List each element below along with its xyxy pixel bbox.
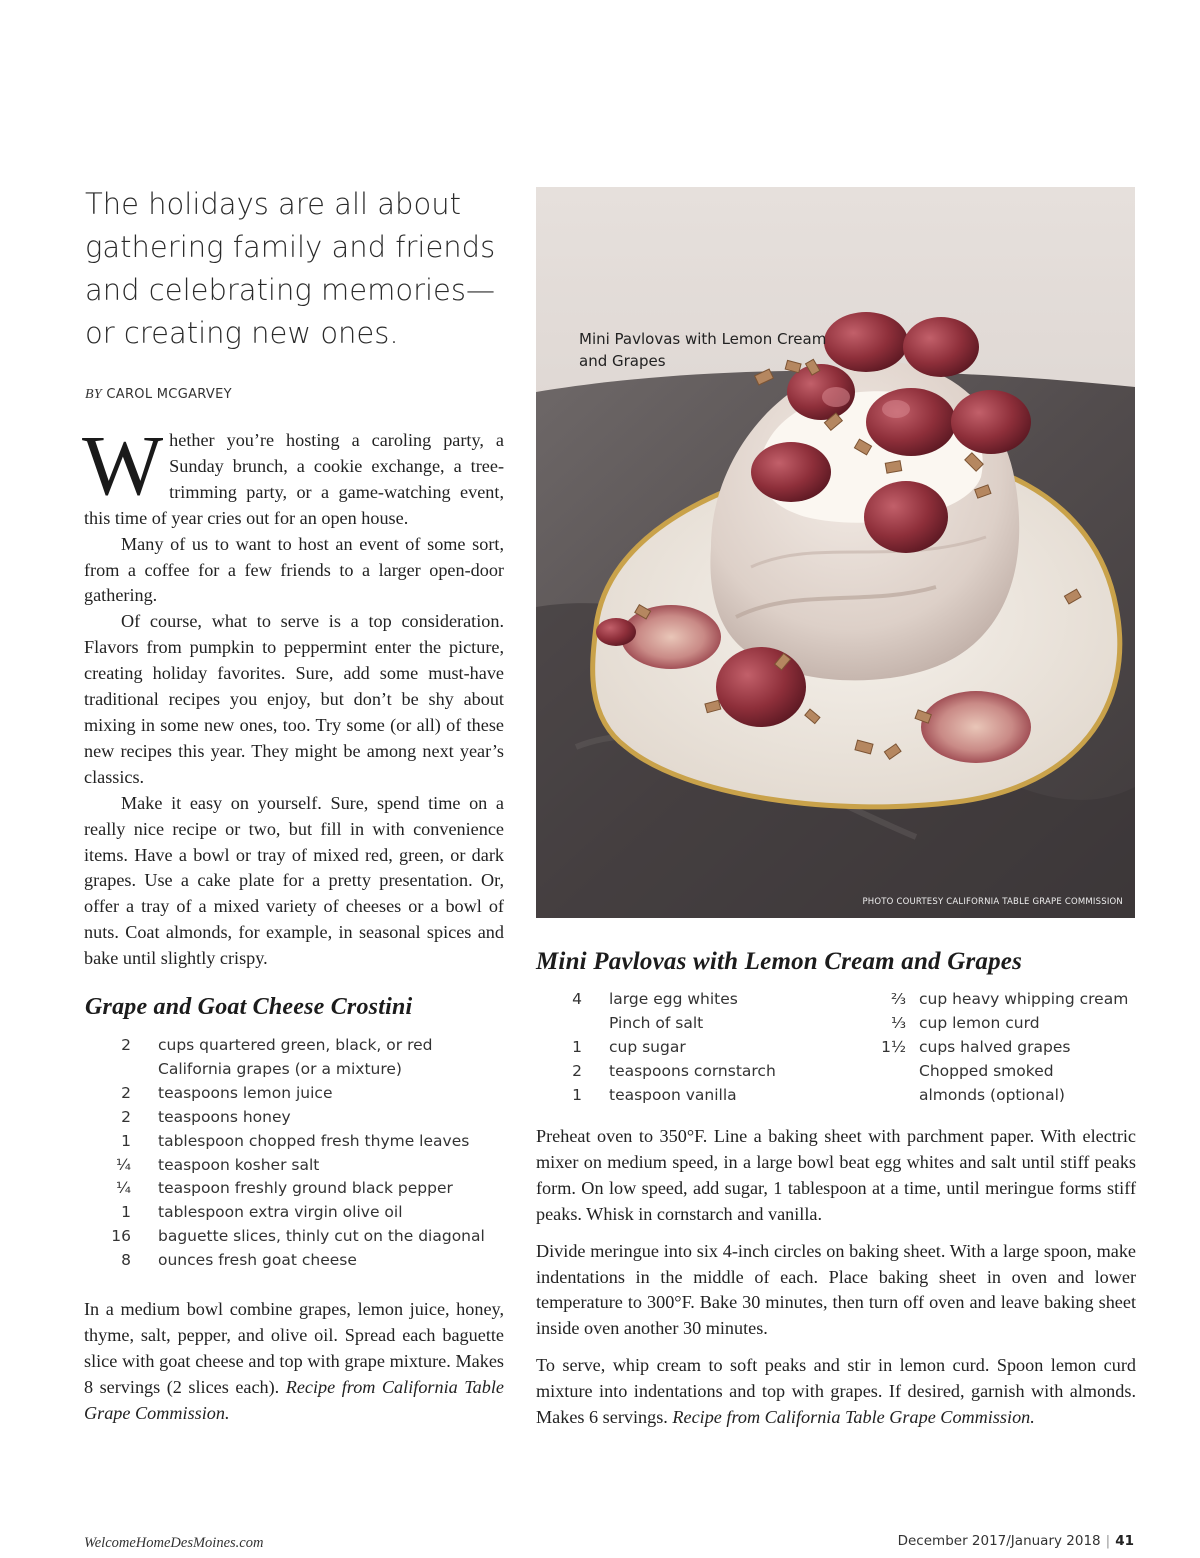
ingredient-quantity: 16 xyxy=(111,1227,131,1246)
ingredient-quantity: 1 xyxy=(572,1085,582,1104)
crostini-ingredient-list xyxy=(100,1034,485,1273)
intro-line: or creating new ones. xyxy=(85,316,399,350)
ingredient-row xyxy=(100,1154,485,1178)
ingredient-quantity: ⅓ xyxy=(890,1013,906,1032)
ingredient-row xyxy=(100,1130,485,1154)
crostini-recipe-title: Grape and Goat Cheese Crostini xyxy=(85,994,413,1020)
ingredient-quantity: ¼ xyxy=(115,1155,131,1174)
ingredient-quantity xyxy=(860,1084,906,1108)
byline-by: BY xyxy=(85,387,102,402)
pavlova-step xyxy=(536,1353,1136,1431)
ingredient-text: teaspoon vanilla xyxy=(609,1085,737,1104)
ingredient-text: teaspoons lemon juice xyxy=(158,1083,333,1102)
byline-author: CAROL MCGARVEY xyxy=(101,387,232,402)
ingredient-row xyxy=(860,1060,1128,1084)
pavlova-directions xyxy=(536,1124,1136,1442)
footer-issue xyxy=(898,1533,1134,1549)
intro-headline xyxy=(85,183,525,355)
ingredient-text: ounces fresh goat cheese xyxy=(158,1251,357,1270)
ingredient-row xyxy=(100,1249,485,1273)
ingredient-text: cups halved grapes xyxy=(919,1037,1071,1056)
byline xyxy=(85,386,232,403)
ingredient-row xyxy=(860,1036,1128,1060)
pavlova-ingredient-list-left xyxy=(552,988,776,1108)
footer-separator: | xyxy=(1105,1533,1111,1549)
pavlova-ingredient-list-right xyxy=(860,988,1128,1108)
ingredient-row xyxy=(100,1225,485,1249)
ingredient-quantity: 1 xyxy=(121,1131,131,1150)
ingredient-row xyxy=(100,1106,485,1130)
crostini-directions-text: In a medium bowl combine grapes, lemon juice, honey, thyme, salt, pepper, and olive oil. Spread each baguette slice with goat cheese and top with grape mixture. Makes 8 servings (2 slices each). xyxy=(84,1299,504,1397)
pavlova-illustration xyxy=(536,187,1135,918)
article-paragraph: Many of us to want to host an event of some sort, from a coffee for a few friends to a larger open-door gathering. xyxy=(84,533,504,606)
ingredient-text: tablespoon chopped fresh thyme leaves xyxy=(158,1131,470,1150)
crostini-recipe-credit: Recipe from California Table Grape Commission. xyxy=(84,1376,504,1423)
photo-credit: PHOTO COURTESY CALIFORNIA TABLE GRAPE COMMISSION xyxy=(862,897,1123,907)
pavlova-step-text: To serve, whip cream to soft peaks and stir in lemon curd. Spoon lemon curd mixture into indentations and top with grapes. If desired, garnish with almonds. Makes 6 servings. xyxy=(536,1355,1136,1428)
ingredient-text: cup heavy whipping cream xyxy=(919,990,1129,1008)
pavlova-step: Divide meringue into six 4-inch circles on baking sheet. With a large spoon, make indentations in the middle of each. Place baking sheet in oven and lower temperature to 300°F. Bake 30 minutes, then turn off oven and leave baking sheet inside oven another 30 minutes. xyxy=(536,1240,1136,1339)
ingredient-row xyxy=(860,1084,1128,1108)
ingredient-quantity: 2 xyxy=(121,1036,131,1054)
intro-line: gathering family and friends xyxy=(85,230,496,264)
drop-cap: W xyxy=(82,417,164,513)
ingredient-text: teaspoon freshly ground black pepper xyxy=(158,1179,453,1198)
intro-line: and celebrating memories— xyxy=(85,273,496,307)
page-number: 41 xyxy=(1115,1533,1134,1549)
ingredient-text: teaspoon kosher salt xyxy=(158,1155,320,1174)
ingredient-text: almonds (optional) xyxy=(919,1085,1065,1104)
ingredient-text: Pinch of salt xyxy=(609,1013,704,1032)
ingredient-text: cups quartered green, black, or red xyxy=(158,1036,433,1054)
ingredient-text: cup sugar xyxy=(609,1037,686,1056)
pavlova-step: Preheat oven to 350°F. Line a baking sheet with parchment paper. With electric mixer on medium speed, in a large bowl beat egg whites and salt until stiff peaks form. On low speed, add sugar, 1 tablespoon at a time, until meringue forms stiff peaks. Whisk in cornstarch and vanilla. xyxy=(536,1126,1136,1224)
ingredient-quantity: 1 xyxy=(121,1203,131,1222)
article-paragraph-text: hether you’re hosting a caroling party, a Sunday brunch, a cookie exchange, a tree-trimming party, or a game-watching event, this time of year cries out for an open house. xyxy=(84,430,504,528)
ingredient-text: baguette slices, thinly cut on the diagonal xyxy=(158,1227,485,1246)
ingredient-text: teaspoons honey xyxy=(158,1107,291,1126)
ingredient-text: Chopped smoked xyxy=(919,1061,1054,1080)
ingredient-row xyxy=(100,1058,485,1082)
ingredient-row xyxy=(100,1034,485,1058)
ingredient-quantity xyxy=(100,1058,131,1082)
article-paragraph: Make it easy on yourself. Sure, spend time on a really nice recipe or two, but fill in with convenience items. Have a bowl or tray of mixed red, green, or dark grapes. Use a cake plate for a pretty presentation. Or, offer a tray of a mixed variety of cheeses or a bowl of nuts. Coat almonds, for example, in seasonal spices and bake until slightly crispy. xyxy=(84,792,504,969)
ingredient-text: California grapes (or a mixture) xyxy=(158,1059,402,1078)
ingredient-quantity: 1½ xyxy=(881,1037,906,1056)
ingredient-row xyxy=(860,1012,1128,1036)
ingredient-row xyxy=(552,988,776,1012)
ingredient-quantity: 2 xyxy=(121,1083,131,1102)
photo-caption: Mini Pavlovas with Lemon Cream and Grapes xyxy=(579,330,827,370)
footer-issue-date: December 2017/January 2018 xyxy=(897,1533,1101,1549)
pavlova-photo xyxy=(536,187,1135,918)
ingredient-quantity xyxy=(552,1012,582,1036)
ingredient-text: tablespoon extra virgin olive oil xyxy=(158,1203,403,1222)
ingredient-quantity: ¼ xyxy=(115,1179,131,1198)
ingredient-text: large egg whites xyxy=(609,990,738,1008)
footer-website: WelcomeHomeDesMoines.com xyxy=(84,1535,264,1551)
ingredient-row xyxy=(100,1082,485,1106)
ingredient-quantity xyxy=(860,1060,906,1084)
article-paragraph xyxy=(82,417,504,532)
ingredient-row xyxy=(100,1177,485,1201)
intro-line: The holidays are all about xyxy=(85,187,461,221)
ingredient-quantity: 2 xyxy=(121,1107,131,1126)
ingredient-quantity: 1 xyxy=(572,1037,582,1056)
pavlova-recipe-credit: Recipe from California Table Grape Commission. xyxy=(672,1407,1035,1428)
ingredient-quantity: 4 xyxy=(572,990,582,1008)
ingredient-text: teaspoons cornstarch xyxy=(609,1061,776,1080)
ingredient-row xyxy=(552,1060,776,1084)
ingredient-row xyxy=(100,1201,485,1225)
ingredient-row xyxy=(552,1036,776,1060)
ingredient-row xyxy=(552,1012,776,1036)
pavlova-recipe-title: Mini Pavlovas with Lemon Cream and Grapes xyxy=(536,948,1023,975)
ingredient-quantity: 8 xyxy=(121,1251,131,1270)
ingredient-quantity: ⅔ xyxy=(890,990,906,1008)
article-paragraph: Of course, what to serve is a top consideration. Flavors from pumpkin to peppermint enter the picture, creating holiday favorites. Sure, add some must-have traditional recipes you enjoy, but don’t be shy about mixing in some new ones, too. Try some (or all) of these new recipes this year. They might be among next year’s classics. xyxy=(84,611,504,787)
ingredient-text: cup lemon curd xyxy=(919,1013,1040,1032)
ingredient-row xyxy=(552,1084,776,1108)
ingredient-row xyxy=(860,988,1128,1012)
crostini-directions xyxy=(84,1297,504,1427)
ingredient-quantity: 2 xyxy=(572,1061,582,1080)
article-body xyxy=(82,417,504,972)
